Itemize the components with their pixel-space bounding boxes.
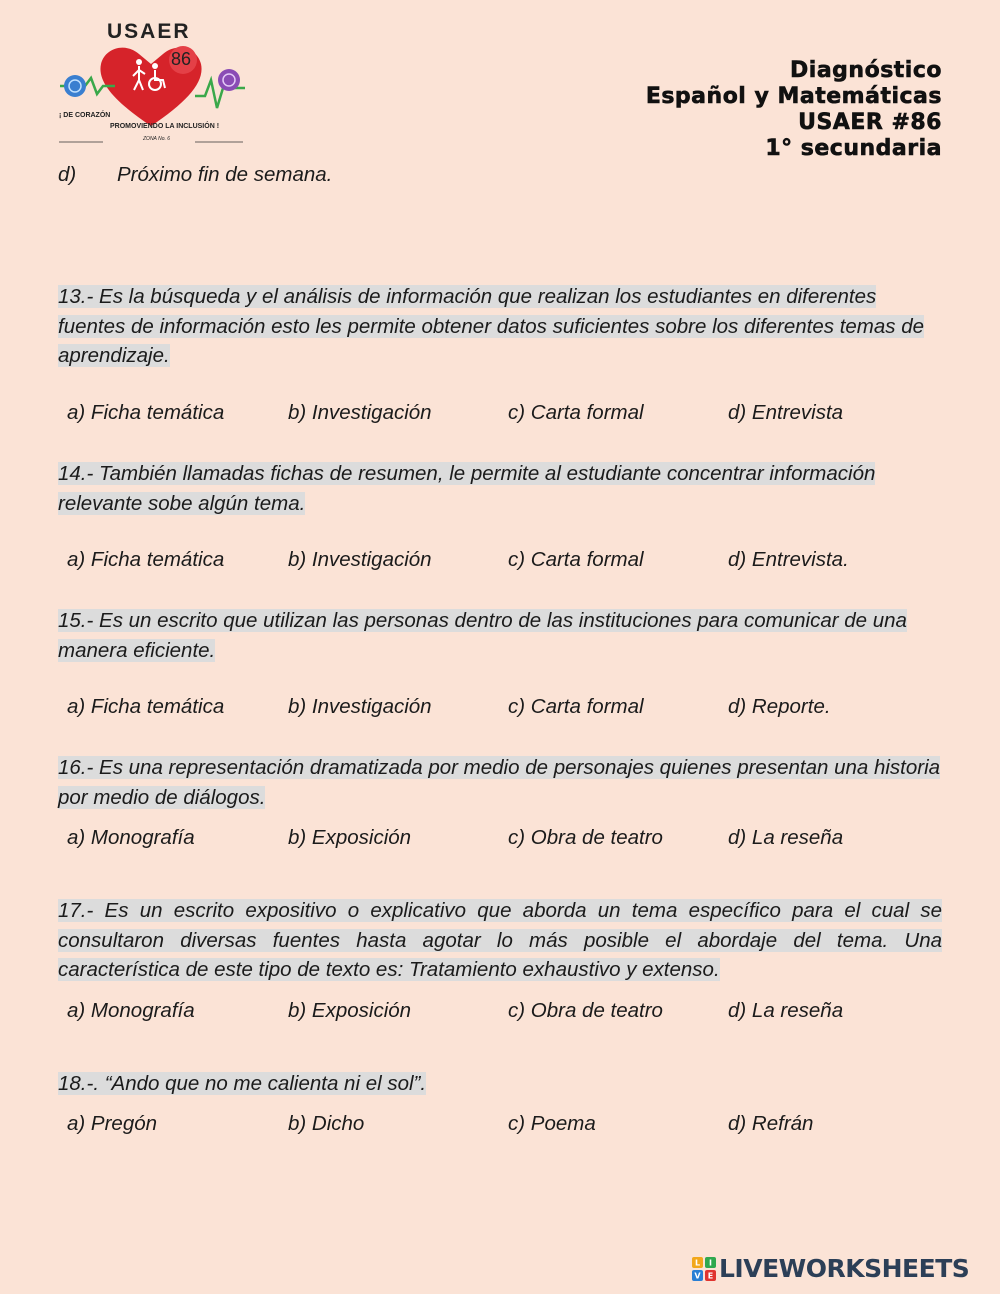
option-b[interactable]: b) Dicho [288, 1112, 365, 1135]
header-title: Diagnóstico [790, 58, 942, 83]
document-header [646, 58, 942, 162]
option-c[interactable]: c) Poema [508, 1112, 596, 1135]
option-b[interactable]: b) Exposición [288, 826, 412, 849]
question-16 [58, 753, 942, 812]
header-subjects: Español y Matemáticas [645, 84, 942, 109]
option-b[interactable]: b) Exposición [288, 999, 412, 1022]
logo-zone: ZONA No. 6 [143, 136, 171, 142]
option-a[interactable]: a) Monografía [67, 826, 195, 849]
option-d[interactable]: d) La reseña [728, 999, 844, 1022]
icon-letter-v: V [694, 1271, 701, 1281]
liveworksheets-wordmark: LIVEWORKSHEETS [719, 1254, 970, 1283]
header-usaer: USAER #86 [798, 110, 942, 135]
previous-option-text: Próximo fin de semana. [117, 163, 333, 186]
header-grade: 1° secundaria [765, 136, 942, 161]
question-17 [58, 896, 942, 985]
question-text: 16.- Es una representación dramatizada por medio de personajes quienes presentan una historia por medio de diálogos. [58, 756, 941, 809]
option-d[interactable]: d) Entrevista [728, 401, 844, 424]
question-text: 17.- Es un escrito expositivo o explicativo que aborda un tema específico para el cual se consultaron diversas fuentes hasta agotar lo más posible el abordaje del tema. Una característica de este tipo de texto es: Tratamiento exhaustivo y extenso. [58, 899, 942, 981]
question-14 [58, 459, 942, 518]
logo-tagline-1: ¡ DE CORAZÓN [59, 112, 111, 119]
option-a[interactable]: a) Ficha temática [67, 401, 225, 424]
icon-letter-e: E [707, 1271, 714, 1281]
option-b[interactable]: b) Investigación [288, 695, 432, 718]
option-c[interactable]: c) Carta formal [508, 548, 644, 571]
question-text: 18.-. “Ando que no me calienta ni el sol”. [58, 1072, 427, 1095]
logo-tagline-2: PROMOVIENDO LA INCLUSIÓN ! [110, 123, 220, 130]
question-18 [58, 1069, 942, 1099]
option-d[interactable]: d) Reporte. [728, 695, 831, 718]
question-text: 15.- Es un escrito que utilizan las personas dentro de las instituciones para comunicar de una manera eficiente. [58, 609, 907, 662]
option-a[interactable]: a) Monografía [67, 999, 195, 1022]
option-c[interactable]: c) Obra de teatro [508, 826, 663, 849]
usaer-logo [55, 18, 250, 148]
option-d[interactable]: d) La reseña [728, 826, 844, 849]
option-a[interactable]: a) Ficha temática [67, 548, 225, 571]
option-c[interactable]: c) Obra de teatro [508, 999, 663, 1022]
icon-letter-l: L [694, 1258, 701, 1268]
option-d[interactable]: d) Refrán [728, 1112, 814, 1135]
option-c[interactable]: c) Carta formal [508, 695, 644, 718]
question-13-options [0, 401, 1000, 429]
icon-letter-i: I [709, 1258, 712, 1268]
question-17-options [0, 999, 1000, 1027]
option-d[interactable]: d) Entrevista. [728, 548, 849, 571]
question-16-options [0, 826, 1000, 854]
liveworksheets-icon [692, 1257, 716, 1281]
option-b[interactable]: b) Investigación [288, 548, 432, 571]
question-13 [58, 282, 942, 371]
question-text: 14.- También llamadas fichas de resumen, le permite al estudiante concentrar información relevante sobe algún tema. [58, 462, 876, 515]
question-text: 13.- Es la búsqueda y el análisis de información que realizan los estudiantes en diferentes fuentes de información esto les permite obtener datos suficientes sobre los diferentes temas de aprendizaje. [58, 285, 925, 367]
option-a[interactable]: a) Ficha temática [67, 695, 225, 718]
logo-title: USAER [107, 20, 191, 43]
question-15-options [0, 695, 1000, 723]
option-c[interactable]: c) Carta formal [508, 401, 644, 424]
question-15 [58, 606, 942, 665]
question-18-options [0, 1112, 1000, 1140]
option-a[interactable]: a) Pregón [67, 1112, 158, 1135]
question-14-options [0, 548, 1000, 576]
logo-number: 86 [171, 49, 192, 69]
option-b[interactable]: b) Investigación [288, 401, 432, 424]
previous-option-letter: d) [58, 163, 77, 186]
